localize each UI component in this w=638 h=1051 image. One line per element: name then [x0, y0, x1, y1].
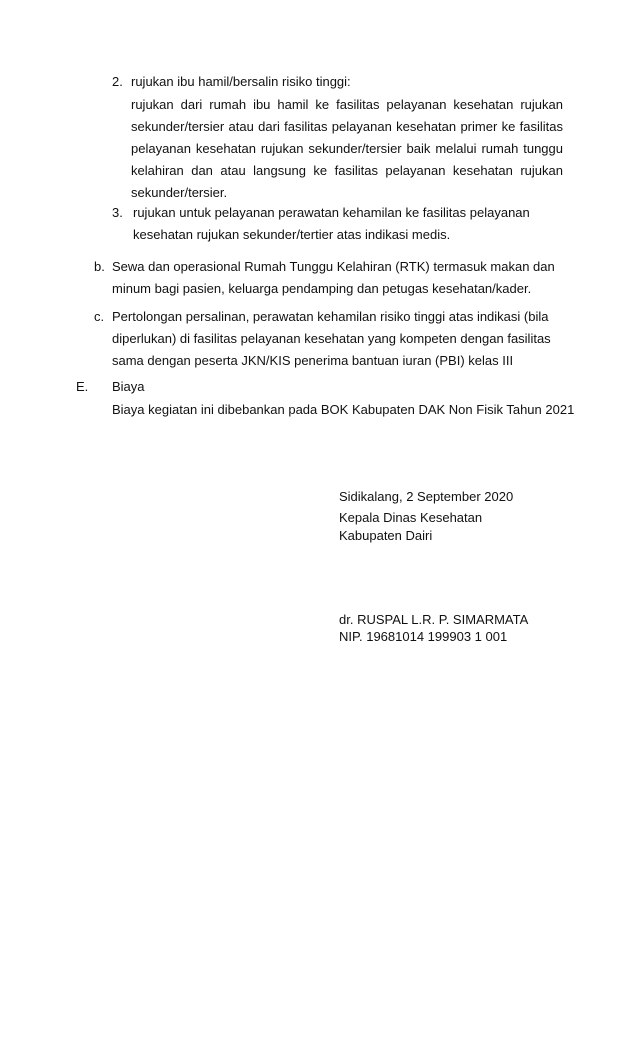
- signatory: [339, 611, 528, 645]
- signatory-name: dr. RUSPAL L.R. P. SIMARMATA: [339, 612, 529, 627]
- item-c-line: sama dengan peserta JKN/KIS penerima bantuan iuran (PBI) kelas III: [112, 353, 514, 368]
- item-2-line: pelayanan kesehatan rujukan sekunder/tersier baik melalui rumah tunggu: [131, 141, 563, 156]
- section-e-heading: Biaya: [112, 379, 145, 394]
- item-3-body: [133, 202, 530, 246]
- section-e-marker: E.: [76, 379, 89, 394]
- item-c-line: diperlukan) di fasilitas pelayanan kesehatan yang kompeten dengan fasilitas: [112, 331, 551, 346]
- item-b-body: [112, 256, 555, 300]
- item-2-line: sekunder/tersier atau dari fasilitas pelayanan kesehatan primer ke fasilitas: [131, 119, 563, 134]
- signature-title: [339, 509, 482, 545]
- item-2-line: sekunder/tersier.: [131, 185, 228, 200]
- signature-place-date: Sidikalang, 2 September 2020: [339, 489, 514, 504]
- item-3-line: kesehatan rujukan sekunder/tertier atas indikasi medis.: [133, 227, 451, 242]
- section-e-body: Biaya kegiatan ini dibebankan pada BOK Kabupaten DAK Non Fisik Tahun 2021: [112, 402, 575, 417]
- item-c-marker: c.: [94, 309, 105, 324]
- item-2-line: kelahiran dan atau langsung ke fasilitas pelayanan kesehatan rujukan: [131, 163, 563, 178]
- signature-block: [339, 486, 513, 508]
- item-2-heading: rujukan ibu hamil/bersalin risiko tinggi:: [131, 74, 351, 89]
- item-b-line: minum bagi pasien, keluarga pendamping dan petugas kesehatan/kader.: [112, 281, 532, 296]
- item-2-number: 2.: [112, 74, 123, 89]
- item-c-body: [112, 306, 551, 372]
- item-b-line: Sewa dan operasional Rumah Tunggu Kelahiran (RTK) termasuk makan dan: [112, 259, 555, 274]
- item-b-marker: b.: [94, 259, 105, 274]
- signature-region: Kabupaten Dairi: [339, 528, 433, 543]
- signature-position: Kepala Dinas Kesehatan: [339, 510, 483, 525]
- item-c-line: Pertolongan persalinan, perawatan kehamilan risiko tinggi atas indikasi (bila: [112, 309, 549, 324]
- signatory-nip: NIP. 19681014 199903 1 001: [339, 629, 508, 644]
- item-3-line: rujukan untuk pelayanan perawatan kehamilan ke fasilitas pelayanan: [133, 205, 530, 220]
- item-3-number: 3.: [112, 205, 123, 220]
- item-2-line: rujukan dari rumah ibu hamil ke fasilitas pelayanan kesehatan rujukan: [131, 97, 563, 112]
- item-2-body: [131, 94, 563, 204]
